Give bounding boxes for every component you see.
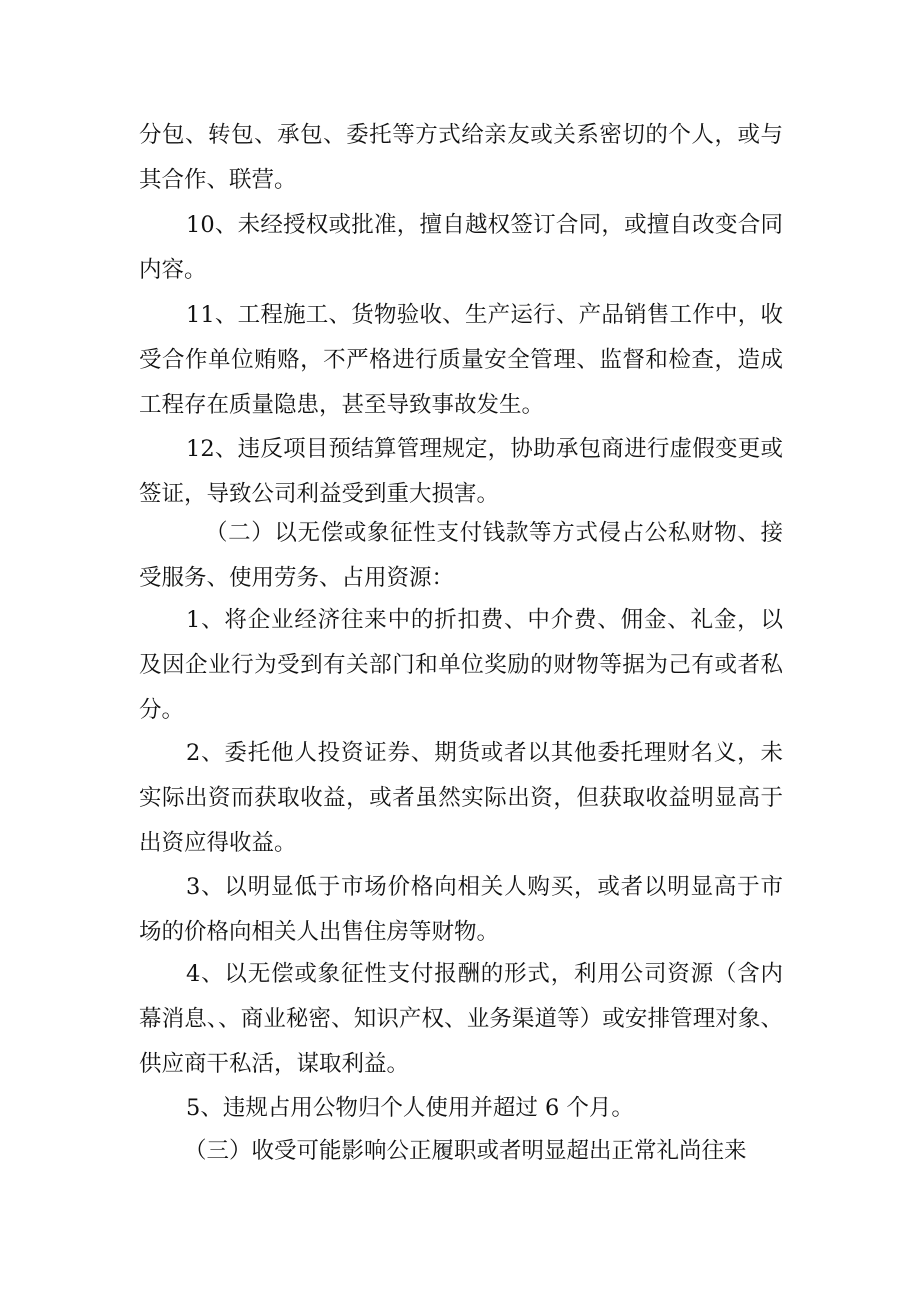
paragraph-item-10: 10、未经授权或批准，擅自越权签订合同，或擅自改变合同内容。 bbox=[139, 212, 783, 283]
paragraph-item-1: 1、将企业经济往来中的折扣费、中介费、佣金、礼金，以及因企业行为受到有关部门和单位奖励的财物等据为己有或者私分。 bbox=[139, 607, 783, 723]
paragraph-item-11: 11、工程施工、货物验收、生产运行、产品销售工作中，收受合作单位贿赂，不严格进行质量安全管理、监督和检查，造成工程存在质量隐患，甚至导致事故发生。 bbox=[139, 302, 783, 418]
section-heading-two: （二）以无偿或象征性支付钱款等方式侵占公私财物、接受服务、使用劳务、占用资源： bbox=[139, 520, 783, 591]
paragraph-continuation: 分包、转包、承包、委托等方式给亲友或关系密切的个人，或与其合作、联营。 bbox=[139, 122, 783, 193]
paragraph-item-4: 4、以无偿或象征性支付报酬的形式，利用公司资源（含内幕消息、、商业秘密、知识产权、业务渠道等）或安排管理对象、供应商干私活，谋取利益。 bbox=[139, 961, 783, 1077]
paragraph-item-5: 5、违规占用公物归个人使用并超过 6 个月。 bbox=[186, 1095, 634, 1121]
paragraph-item-2: 2、委托他人投资证券、期货或者以其他委托理财名义，未实际出资而获取收益，或者虽然实际出资，但获取收益明显高于出资应得收益。 bbox=[139, 740, 783, 856]
section-heading-three: （三）收受可能影响公正履职或者明显超出正常礼尚往来 bbox=[184, 1138, 747, 1164]
paragraph-item-12: 12、违反项目预结算管理规定，协助承包商进行虚假变更或签证，导致公司利益受到重大损害。 bbox=[139, 436, 783, 507]
paragraph-item-3: 3、以明显低于市场价格向相关人购买，或者以明显高于市场的价格向相关人出售住房等财物。 bbox=[139, 874, 783, 945]
